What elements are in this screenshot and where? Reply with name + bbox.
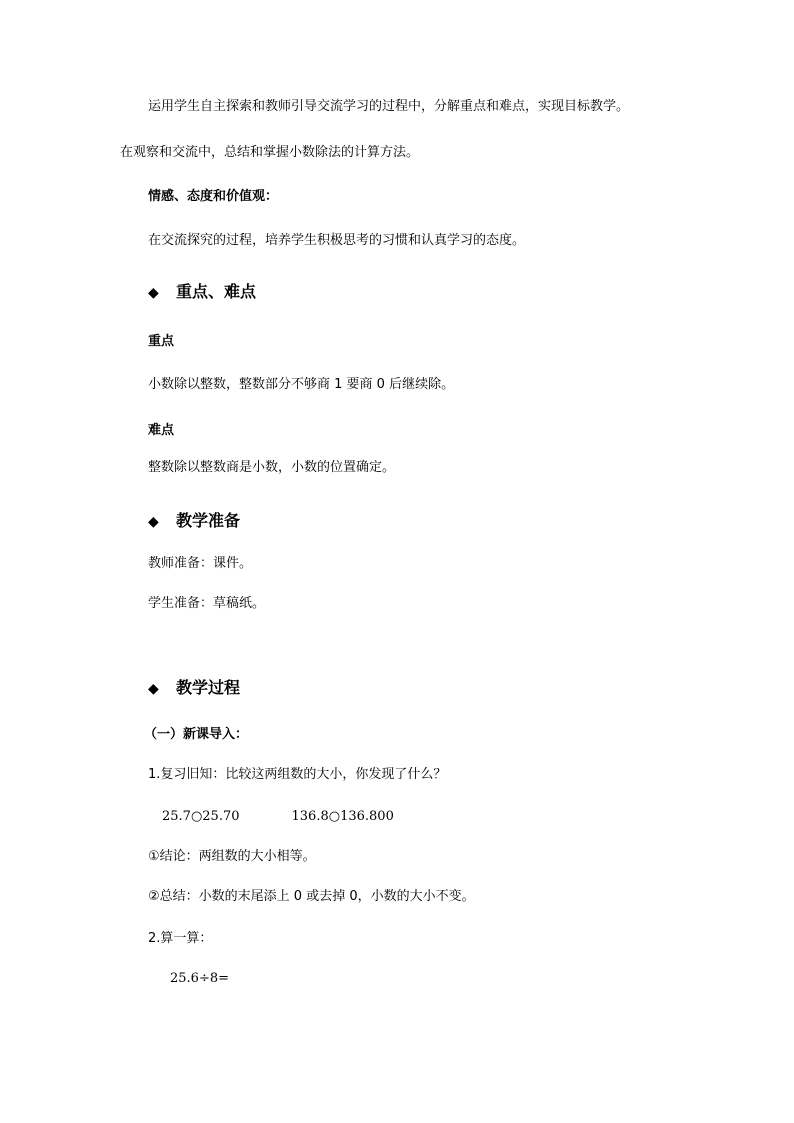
paragraph-emotion: 在交流探究的过程，培养学生积极思考的习惯和认真学习的态度。 <box>148 233 526 248</box>
summary-text: ②总结：小数的末尾添上 0 或去掉 0，小数的大小不变。 <box>148 889 475 904</box>
comparison-a: 25.7○25.70 <box>162 809 240 824</box>
section-title: 教学过程 <box>176 678 241 697</box>
calculate-heading: 2.算一算： <box>148 931 213 946</box>
difficult-text: 整数除以整数商是小数，小数的位置确定。 <box>148 460 396 475</box>
diamond-bullet-icon: ◆ <box>148 681 159 697</box>
paragraph-observe: 在观察和交流中，总结和掌握小数除法的计算方法。 <box>120 145 420 160</box>
comparison-b: 136.8○136.800 <box>291 809 394 824</box>
review-question: 1.复习旧知：比较这两组数的大小，你发现了什么？ <box>148 767 447 782</box>
section-heading-process <box>148 678 240 699</box>
diamond-bullet-icon: ◆ <box>148 285 159 301</box>
teacher-preparation: 教师准备：课件。 <box>148 556 253 571</box>
student-preparation: 学生准备：草稿纸。 <box>148 596 266 611</box>
calculation-expression: 25.6÷8= <box>170 971 230 986</box>
key-label: 重点 <box>148 334 175 349</box>
part-one-heading: （一）新课导入： <box>144 727 249 742</box>
comparison-row <box>162 809 394 825</box>
section-title: 重点、难点 <box>176 282 257 301</box>
paragraph-method: 运用学生自主探索和教师引导交流学习的过程中，分解重点和难点，实现目标教学。 <box>148 99 630 114</box>
section-title: 教学准备 <box>176 511 241 530</box>
emotion-heading: 情感、态度和价值观： <box>148 189 279 204</box>
difficult-label: 难点 <box>148 423 175 438</box>
section-heading-preparation <box>148 511 240 532</box>
section-heading-key-points <box>148 282 256 303</box>
diamond-bullet-icon: ◆ <box>148 514 159 530</box>
conclusion-text: ①结论：两组数的大小相等。 <box>148 849 316 864</box>
key-text: 小数除以整数，整数部分不够商 1 要商 0 后继续除。 <box>148 377 455 392</box>
